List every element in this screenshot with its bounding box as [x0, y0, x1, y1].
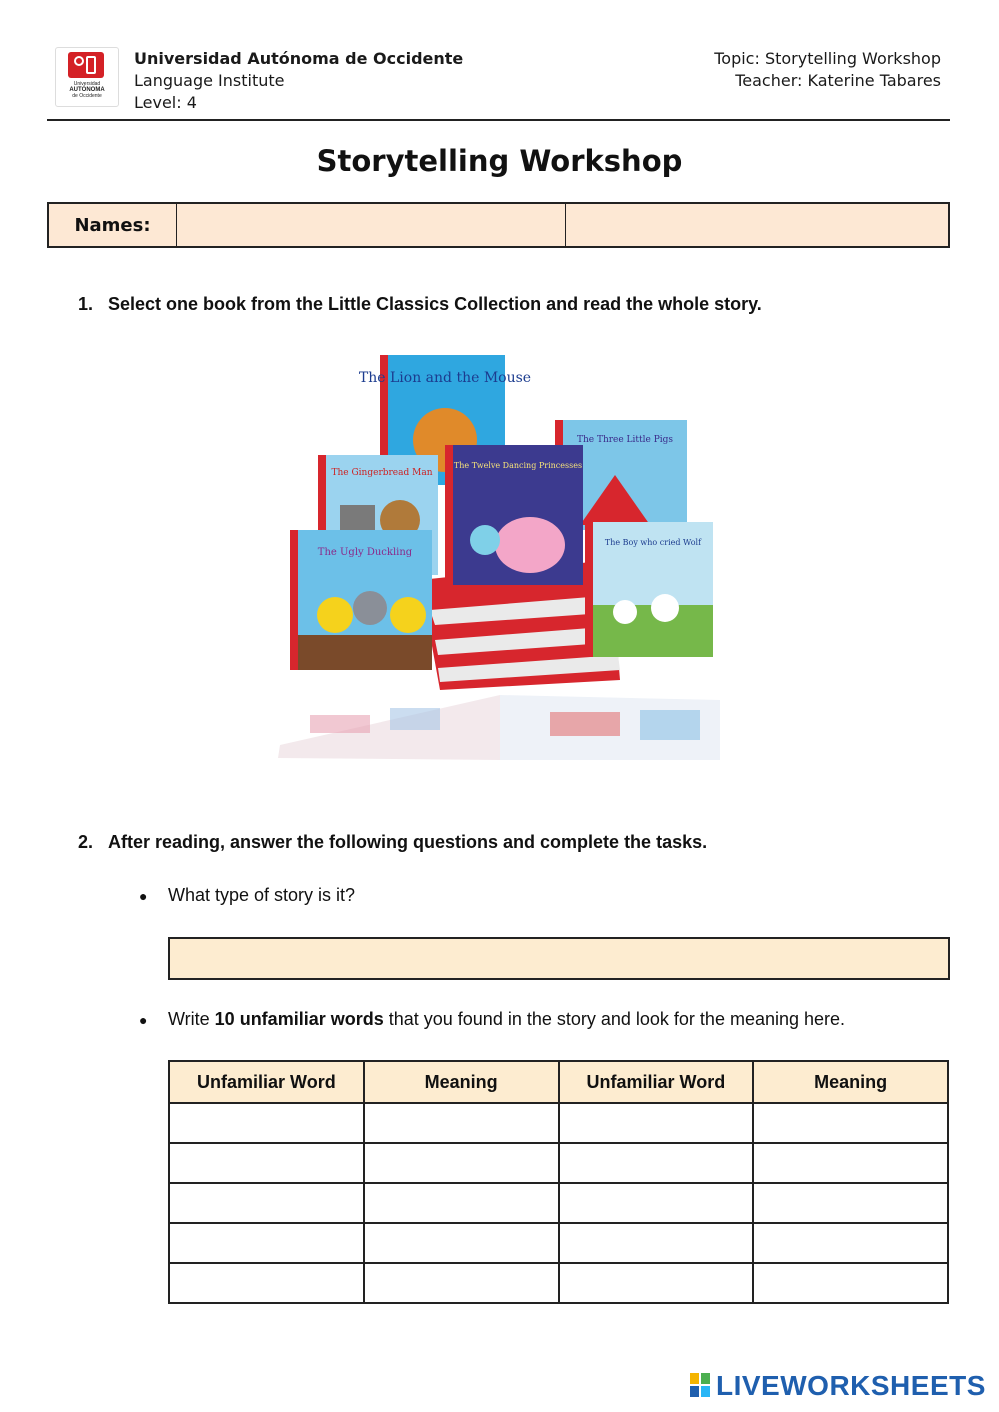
meaning-cell[interactable]: [753, 1183, 948, 1223]
university-logo: [55, 47, 119, 107]
bullet-story-type: [139, 885, 355, 906]
meaning-cell[interactable]: [364, 1223, 559, 1263]
book-cover-5: [585, 522, 713, 657]
word-cell[interactable]: [169, 1223, 364, 1263]
column-header-word-1: Unfamiliar Word: [169, 1061, 364, 1103]
column-header-word-2: Unfamiliar Word: [559, 1061, 754, 1103]
liveworksheets-icon: [690, 1373, 712, 1399]
book-5-title: The Boy who cried Wolf: [604, 538, 702, 547]
bullet-2-text-bold: 10 unfamiliar words: [214, 1009, 384, 1029]
logo-mark-icon: [68, 52, 104, 78]
names-label: Names:: [49, 204, 176, 246]
question-2-number: 2.: [78, 832, 94, 852]
meaning-cell[interactable]: [364, 1183, 559, 1223]
table-header-row: [169, 1061, 948, 1103]
meaning-cell[interactable]: [753, 1143, 948, 1183]
header-right: [714, 48, 941, 92]
book-2-title: The Three Little Pigs: [576, 435, 674, 445]
logo-text-line1: Universidad: [73, 81, 101, 87]
bullet-icon: ●: [139, 1012, 148, 1028]
word-cell[interactable]: [559, 1263, 754, 1303]
question-2: [78, 832, 707, 853]
bullet-story-type-text: What type of story is it?: [168, 885, 356, 905]
word-cell[interactable]: [559, 1103, 754, 1143]
university-name: Universidad Autónoma de Occidente: [134, 49, 464, 68]
word-cell[interactable]: [559, 1183, 754, 1223]
logo-text: [56, 81, 118, 99]
bullet-unfamiliar-words: [139, 1009, 845, 1030]
question-1-number: 1.: [78, 294, 94, 314]
book-4-title: The Twelve Dancing Princesses: [453, 461, 583, 470]
table-body: [169, 1103, 948, 1303]
question-1-text: Select one book from the Little Classics Collection and read the whole story.: [108, 294, 762, 314]
teacher-text: Teacher: Katerine Tabares: [735, 71, 941, 90]
logo-text-line2: AUTÓNOMA: [69, 87, 105, 93]
column-header-meaning-2: Meaning: [753, 1061, 948, 1103]
table-row: [169, 1223, 948, 1263]
open-book: [278, 695, 720, 760]
header-left: [134, 48, 463, 114]
book-1-title: The Lion and the Mouse: [358, 370, 532, 386]
question-2-text: After reading, answer the following questions and complete the tasks.: [108, 832, 708, 852]
institute-name: Language Institute: [134, 71, 285, 90]
logo-text-line3: de Occidente: [72, 93, 102, 99]
table-row: [169, 1103, 948, 1143]
meaning-cell[interactable]: [364, 1263, 559, 1303]
bullet-icon: ●: [139, 888, 148, 904]
meaning-cell[interactable]: [364, 1143, 559, 1183]
meaning-cell[interactable]: [753, 1103, 948, 1143]
name-field-1[interactable]: [176, 204, 565, 246]
topic-text: Topic: Storytelling Workshop: [714, 49, 941, 68]
column-header-meaning-1: Meaning: [364, 1061, 559, 1103]
names-table: [47, 202, 950, 248]
book-cover-6: [290, 530, 432, 670]
table-row: [169, 1183, 948, 1223]
book-cover-4: [445, 445, 583, 585]
bullet-2-text-pre: Write: [168, 1009, 215, 1029]
word-cell[interactable]: [169, 1143, 364, 1183]
word-cell[interactable]: [169, 1183, 364, 1223]
word-cell[interactable]: [169, 1103, 364, 1143]
bullet-2-text-post: that you found in the story and look for the meaning here.: [383, 1009, 846, 1029]
table-row: [169, 1263, 948, 1303]
name-field-2[interactable]: [565, 204, 948, 246]
book-3-title: The Gingerbread Man: [331, 468, 433, 478]
unfamiliar-words-table: [168, 1060, 949, 1304]
book-6-title: The Ugly Duckling: [317, 547, 413, 558]
level-text: Level: 4: [134, 93, 197, 112]
meaning-cell[interactable]: [364, 1103, 559, 1143]
story-type-answer-field[interactable]: [168, 937, 950, 980]
header-divider: [47, 119, 950, 121]
word-cell[interactable]: [559, 1143, 754, 1183]
table-row: [169, 1143, 948, 1183]
word-cell[interactable]: [559, 1223, 754, 1263]
meaning-cell[interactable]: [753, 1263, 948, 1303]
page-title: Storytelling Workshop: [316, 144, 683, 178]
meaning-cell[interactable]: [753, 1223, 948, 1263]
question-1: [78, 294, 762, 315]
liveworksheets-brand: LIVEWORKSHEETS: [716, 1370, 986, 1401]
word-cell[interactable]: [169, 1263, 364, 1303]
liveworksheets-logo: [690, 1370, 986, 1402]
little-classics-books-image: [270, 350, 730, 770]
